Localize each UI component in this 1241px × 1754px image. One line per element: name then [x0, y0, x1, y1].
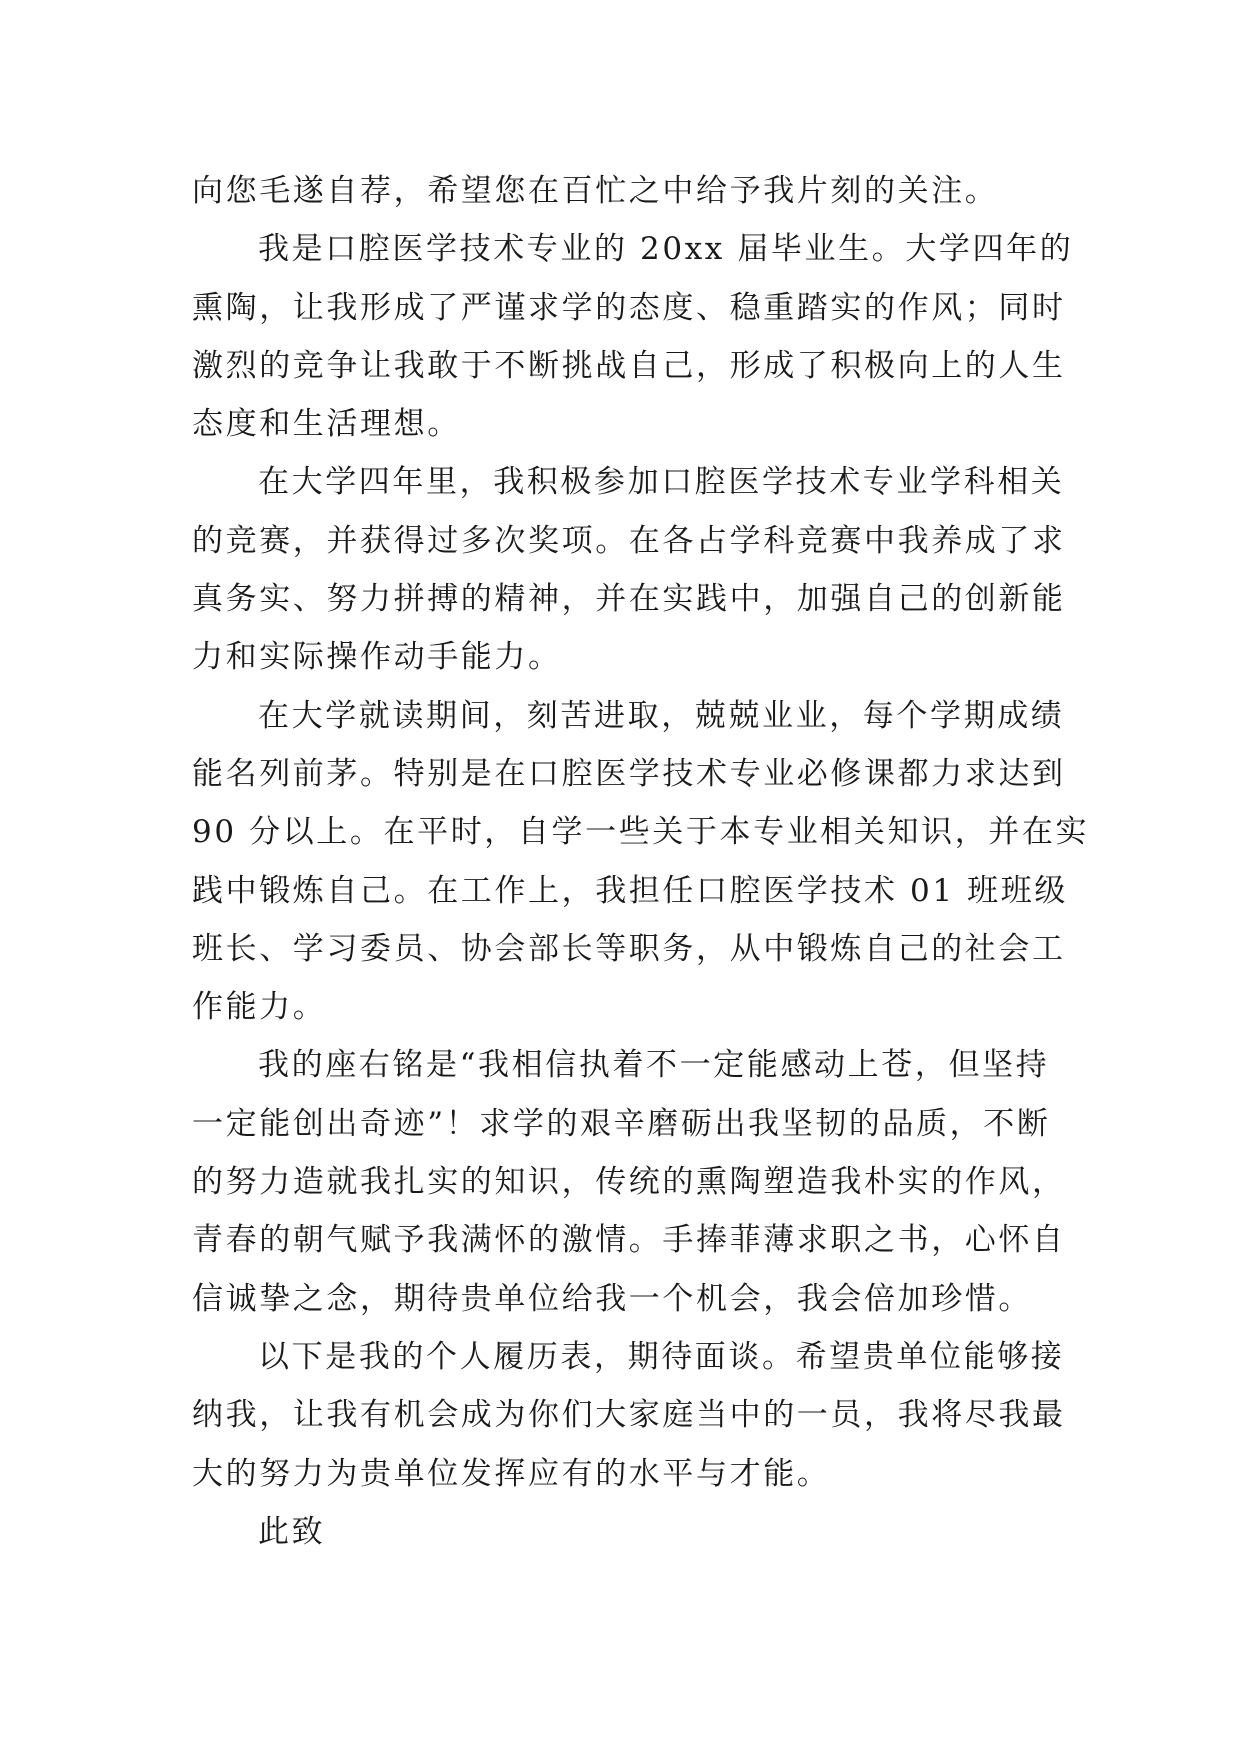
paragraph-start-line: 以下是我的个人履历表，期待面谈。希望贵单位能够接	[258, 1338, 1065, 1375]
text-line: 信诚挚之念，期待贵单位给我一个机会，我会倍加珍惜。	[192, 1280, 1032, 1317]
text-line: 真务实、努力拼搏的精神，并在实践中，加强自己的创新能	[192, 581, 1066, 618]
text-line: 力和实际操作动手能力。	[192, 639, 562, 676]
text-line: 的努力造就我扎实的知识，传统的熏陶塑造我朴实的作风，	[192, 1164, 1066, 1201]
text-line: 作能力。	[192, 989, 327, 1026]
text-line: 一定能创出奇迹”！求学的艰辛磨砺出我坚韧的品质，不断	[192, 1105, 1051, 1142]
paragraph-start-line: 我是口腔医学技术专业的 20xx 届毕业生。大学四年的	[258, 231, 1074, 268]
text-line: 能名列前茅。特别是在口腔医学技术专业必修课都力求达到	[192, 755, 1066, 792]
text-line: 90 分以上。在平时，自学一些关于本专业相关知识，并在实	[192, 814, 1090, 851]
paragraph-start-line: 我的座右铭是“我相信执着不一定能感动上苍，但坚持	[258, 1047, 1050, 1084]
letter-body	[192, 162, 1090, 1561]
text-line: 纳我，让我有机会成为你们大家庭当中的一员，我将尽我最	[192, 1397, 1066, 1434]
text-line: 践中锻炼自己。在工作上，我担任口腔医学技术 01 班班级	[192, 872, 1068, 909]
paragraph-start-line: 在大学就读期间，刻苦进取，兢兢业业，每个学期成绩	[258, 697, 1065, 734]
text-line: 向您毛遂自荐，希望您在百忙之中给予我片刻的关注。	[192, 173, 999, 209]
text-line: 班长、学习委员、协会部长等职务，从中锻炼自己的社会工	[192, 930, 1066, 967]
text-line: 的竞赛，并获得过多次奖项。在各占学科竞赛中我养成了求	[192, 522, 1066, 559]
closing-salutation: 此致	[258, 1513, 326, 1550]
text-line: 激烈的竞争让我敢于不断挑战自己，形成了积极向上的人生	[192, 347, 1066, 384]
text-line: 熏陶，让我形成了严谨求学的态度、稳重踏实的作风；同时	[192, 289, 1066, 326]
text-line: 态度和生活理想。	[192, 406, 461, 443]
paragraph-start-line: 在大学四年里，我积极参加口腔医学技术专业学科相关	[258, 464, 1065, 501]
text-line: 青春的朝气赋予我满怀的激情。手捧菲薄求职之书，心怀自	[192, 1222, 1066, 1259]
text-line: 大的努力为贵单位发挥应有的水平与才能。	[192, 1455, 831, 1492]
